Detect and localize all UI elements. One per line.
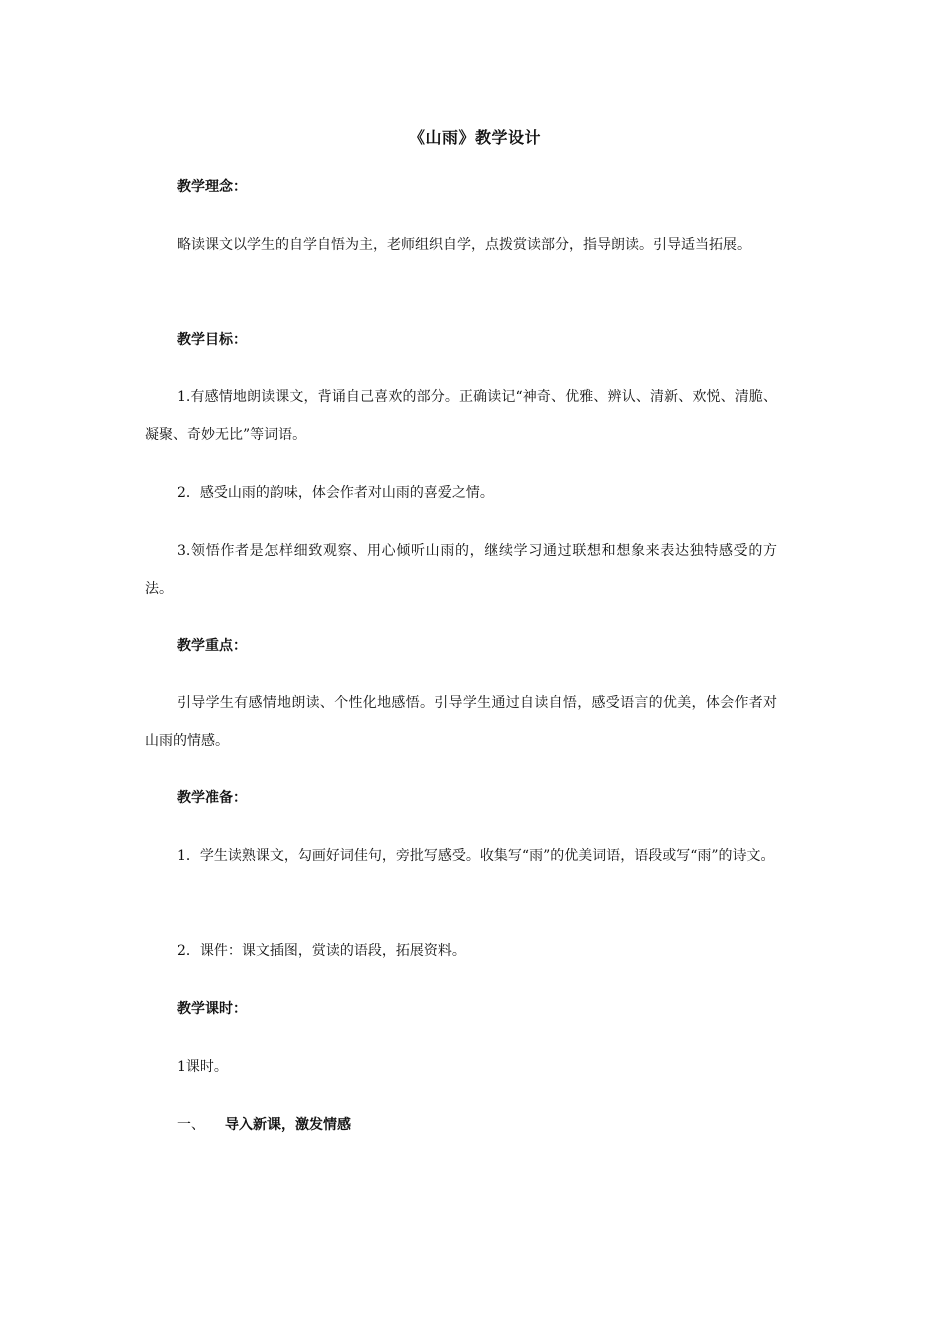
section-one-number: 一、 — [177, 1117, 205, 1133]
period-heading: 教学课时： — [177, 1001, 247, 1017]
concept-heading: 教学理念： — [177, 179, 247, 195]
preparation-heading: 教学准备： — [177, 790, 247, 806]
key-points-text: 引导学生有感情地朗读、个性化地感悟。引导学生通过自读自悟，感受语言的优美，体会作者对山雨的情感。 — [145, 695, 777, 749]
preparation-item-2: 2．课件：课文插图，赏读的语段，拓展资料。 — [177, 943, 466, 959]
section-one-heading — [177, 1115, 351, 1135]
goals-heading: 教学目标： — [177, 332, 247, 348]
period-text: 1课时。 — [177, 1059, 228, 1075]
concept-text: 略读课文以学生的自学自悟为主，老师组织自学，点拨赏读部分，指导朗读。引导适当拓展。 — [177, 237, 751, 253]
key-points-heading: 教学重点： — [177, 638, 247, 654]
goal-item-2: 2．感受山雨的韵味，体会作者对山雨的喜爱之情。 — [177, 485, 494, 501]
section-one-title: 导入新课，激发情感 — [225, 1117, 351, 1133]
goal-item-1: 1.有感情地朗读课文，背诵自己喜欢的部分。正确读记“神奇、优雅、辨认、清新、欢悦、清脆、凝聚、奇妙无比”等词语。 — [145, 389, 777, 443]
goal-item-3: 3.领悟作者是怎样细致观察、用心倾听山雨的，继续学习通过联想和想象来表达独特感受的方法。 — [145, 543, 777, 597]
preparation-item-1: 1．学生读熟课文，勾画好词佳句，旁批写感受。收集写“雨”的优美词语，语段或写“雨”的诗文。 — [177, 848, 775, 864]
document-title: 《山雨》教学设计 — [408, 128, 541, 147]
